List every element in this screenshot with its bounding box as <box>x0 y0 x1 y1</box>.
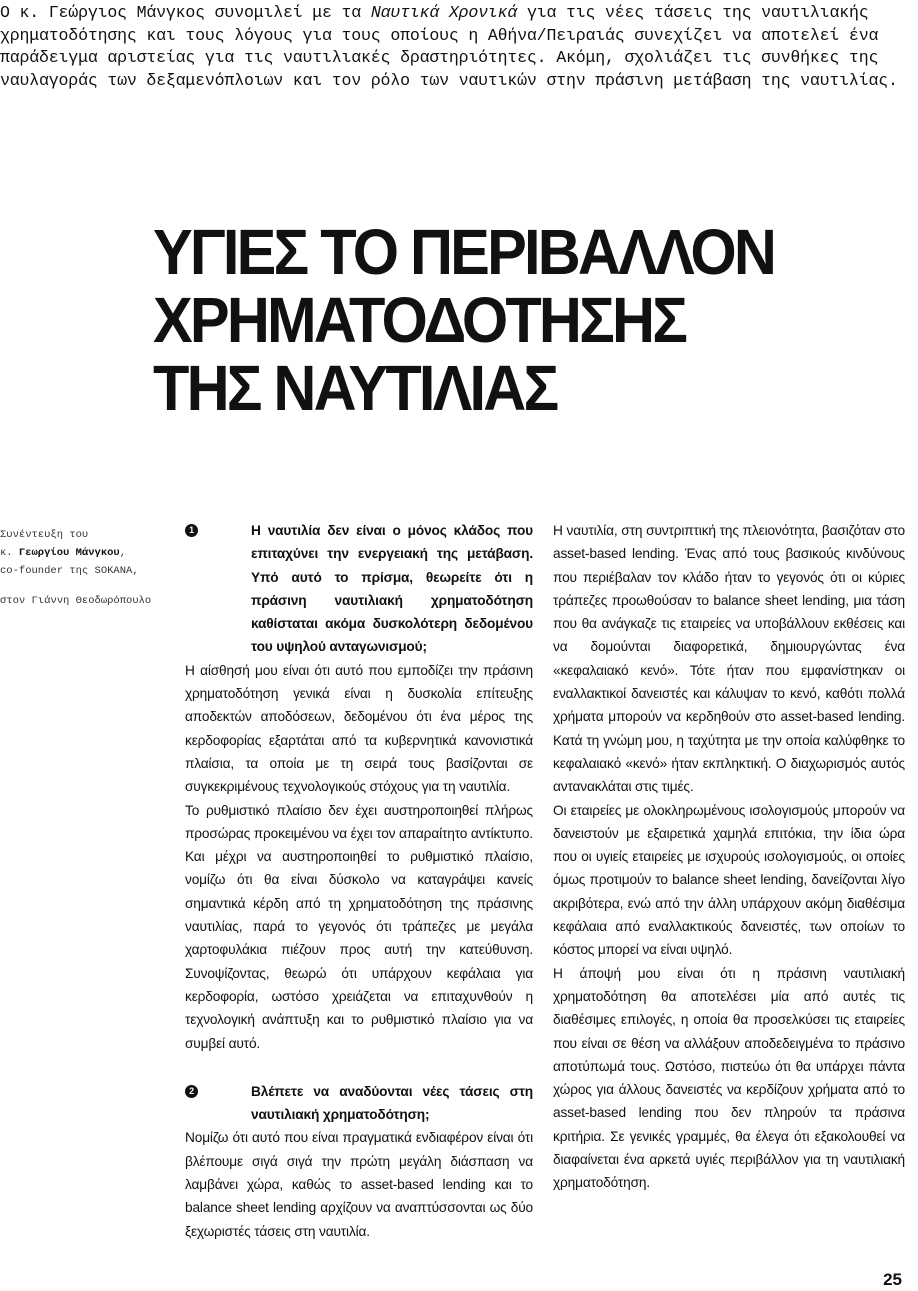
byline-prefix: κ. <box>0 547 19 559</box>
question-number-badge: 2 <box>185 1085 198 1098</box>
page-number: 25 <box>883 1270 902 1289</box>
question-text: Η ναυτιλία δεν είναι ο μόνος κλάδος που επιταχύνει την ενεργειακή της μετάβαση. Υπό αυτό το πρίσμα, θεωρείτε ότι η πράσινη ναυτιλιακή χρηματοδότηση καθίσταται ακόμα δυσκολότερη δεδομένου του υψηλού ανταγωνισμού; <box>251 523 533 655</box>
answer-paragraph: Νομίζω ότι αυτό που είναι πραγματικά ενδιαφέρον είναι ότι βλέπουμε σιγά σιγά την πρώτη μεγάλη διάσπαση να λαμβάνει χώρα, καθώς το asset-based lending και το balance sheet lending αρχίζουν να αναπτύσσονται ως δύο ξεχωριστές τάσεις στη ναυτιλία. <box>185 1130 533 1239</box>
intro-text-start: Ο κ. Γεώργιος Μάνγκος συνομιλεί με τα <box>0 3 371 22</box>
byline <box>0 526 175 610</box>
interviewee-name: Γεωργίου Μάνγκου <box>18 547 120 559</box>
headline-line-2: ΧΡΗΜΑΤΟΔΟΤΗΣΗΣ <box>153 284 686 356</box>
intro-paragraph <box>0 2 912 92</box>
headline-line-3: ΤΗΣ ΝΑΥΤΙΛΙΑΣ <box>153 352 557 424</box>
question-number-badge: 1 <box>185 524 198 537</box>
magazine-name: Ναυτικά Χρονικά <box>370 3 518 22</box>
answer-paragraph: Το ρυθμιστικό πλαίσιο δεν έχει αυστηροποιηθεί πλήρως προσώρας προκειμένου να έχει τον απαραίτητο αντίκτυπο. Και μέχρι να αυστηροποιηθεί το ρυθμιστικό πλαίσιο, νομίζω ότι θα είναι δύσκολο να καταγράψει κανείς σημαντικά κέρδη από τη χρηματοδότηση της πράσινης ναυτιλίας, παρά το γεγονός ότι τράπεζες με μεγάλα χαρτοφυλάκια πιέζουν προς αυτή την κατεύθυνση. Συνοψίζοντας, θεωρώ ότι υπάρχουν κεφάλαια για κερδοφορία, ωστόσο χρειάζεται να επιταχυνθούν η τεχνολογική ανάπτυξη και το ρυθμιστικό πλαίσιο για να συμβεί αυτό. <box>185 802 533 1051</box>
intro-text-end: για τις νέες τάσεις της ναυτιλιακής χρηματοδότησης και τους λόγους για τους οποίους η Αθήνα/Πειραιάς συνεχίζει να αποτελεί ένα παράδειγμα αριστείας για τις ναυτιλιακές δραστηριότητες. Ακόμη, σχολιάζει τις συνθήκες της ναυλαγοράς των δεξαμενόπλοιων και τον ρόλο των ναυτικών στην πράσινη μετάβαση της ναυτιλίας. <box>0 3 898 90</box>
byline-comma: , <box>119 547 127 559</box>
headline-line-1: ΥΓΙΕΣ ΤΟ ΠΕΡΙΒΑΛΛΟΝ <box>153 216 775 288</box>
question-2 <box>185 1080 533 1127</box>
answer-paragraph: Οι εταιρείες με ολοκληρωμένους ισολογισμούς μπορούν να δανειστούν με εξαιρετικά χαμηλά επιτόκια, την ίδια ώρα που οι υγιείς εταιρείες με ισχυρούς ισολογισμούς, οι οποίες όμως προτιμούν το balance sheet lending, δανείζονται λίγο ακριβότερα, ενώ από την άλλη υπάρχουν ακόμη διαθέσιμα κεφάλαια από εναλλακτικούς δανειστές, των οποίων το κόστος μπορεί να είναι υψηλό. <box>553 802 905 958</box>
byline-intro: Συνέντευξη του <box>0 529 89 541</box>
answer-paragraph: Η αίσθησή μου είναι ότι αυτό που εμποδίζει την πράσινη χρηματοδότηση γενικά είναι η δυσκολία επίτευξης αποδεκτών αποδόσεων, δεδομένου ότι ένα μέρος της κερδοφορίας εξαρτάται από τα κυβερνητικά κανονιστικά πλαίσια, τα οποία με τη σειρά τους βασίζονται σε συγκεκριμένους τεχνολογικούς στόχους για τη ναυτιλία. <box>185 662 533 795</box>
byline-interviewee <box>0 544 175 562</box>
question-text: Βλέπετε να αναδύονται νέες τάσεις στη ναυτιλιακή χρηματοδότηση; <box>251 1083 533 1123</box>
byline-role: co-founder της SOKANA, <box>0 565 139 577</box>
question-1 <box>185 519 533 659</box>
article-column-1 <box>185 519 533 1243</box>
article-column-2 <box>553 519 905 1195</box>
answer-paragraph: Η ναυτιλία, στη συντριπτική της πλειονότητα, βασιζόταν στο asset-based lending. Ένας από τους βασικούς κινδύνους που περιέβαλαν τον κλάδο ήταν το γεγονός ότι οι κύριες τράπεζες προωθούσαν το balance sheet lending, μια τάση που θα ανάγκαζε τις εταιρείες να υποβάλλουν εκθέσεις και να δομούνται διαφορετικά, δημιουργώντας ένα «κεφαλαιακό κενό». Τότε ήταν που εμφανίστηκαν οι εναλλακτικοί δανειστές και κάλυψαν το κενό, καθότι πολλά χρήματα μπορούν να κερδηθούν στο asset-based lending. Κατά τη γνώμη μου, η ταχύτητα με την οποία καλύφθηκε το κεφαλαιακό «κενό» ήταν εκπληκτική. Ο διαχωρισμός αυτός αντανακλάται στις τιμές. <box>553 523 905 795</box>
page-headline <box>153 218 869 422</box>
answer-paragraph: Η άποψή μου είναι ότι η πράσινη ναυτιλιακή χρηματοδότηση θα αποτελέσει μία από αυτές τις διαθέσιμες επιλογές, η οποία θα προσελκύσει τις εταιρείες που είναι σε θέση να αλλάξουν αποδεδειγμένα το πράσινο αποτύπωμά τους. Ωστόσο, πιστεύω ότι θα υπάρχει πάντα χώρος για άλλους δανειστές να κερδίζουν χρήματα από το asset-based lending που δεν πληρούν τα πράσινα κριτήρια. Σε γενικές γραμμές, θα έλεγα ότι εξακολουθεί να διαφαίνεται ένα αρκετά υγιές περιβάλλον για τη ναυτιλιακή χρηματοδότηση. <box>553 965 905 1191</box>
byline-interviewer: στον Γιάννη Θεοδωρόπουλο <box>0 595 152 607</box>
